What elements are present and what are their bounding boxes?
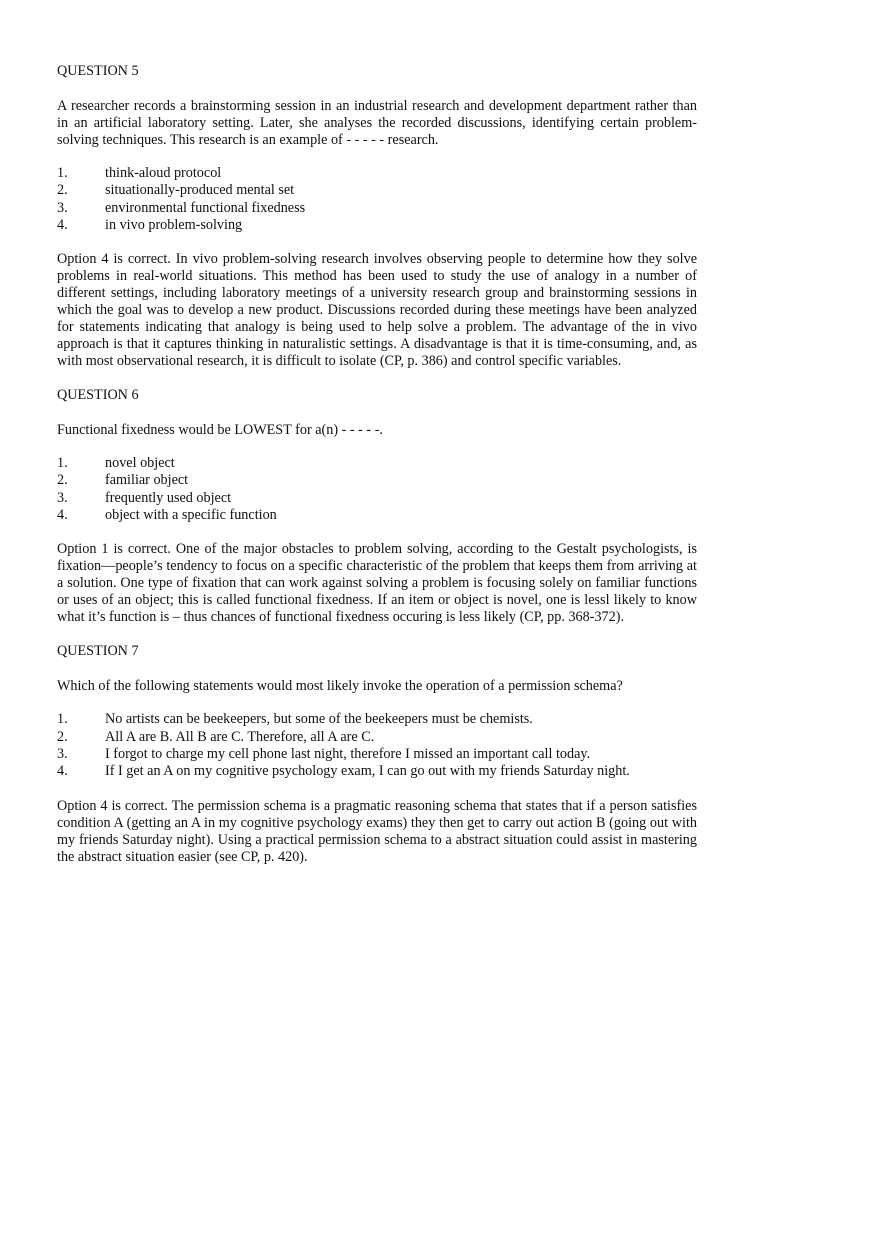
option-item — [57, 746, 697, 763]
option-number: 1. — [57, 711, 68, 728]
option-number: 3. — [57, 199, 68, 216]
option-text: familiar object — [105, 472, 189, 489]
option-text: object with a specific function — [105, 507, 277, 524]
option-item — [57, 182, 697, 199]
question-5 — [57, 63, 697, 370]
option-number: 4. — [57, 216, 68, 233]
answer-explanation: Option 4 is correct. The permission schema is a pragmatic reasoning schema that states that if a person satisfies condition A (getting an A in my cognitive psychology exams) they then get to carry out action B (going out with my friends Saturday night). Using a practical permission schema to a abstract situation could assist in mastering the abstract situation easier (see CP, p. 420). — [57, 797, 697, 865]
document-page — [57, 63, 697, 883]
option-list — [57, 711, 697, 780]
option-number: 3. — [57, 489, 68, 506]
option-text: If I get an A on my cognitive psychology exam, I can go out with my friends Saturday night. — [105, 763, 630, 780]
option-number: 2. — [57, 472, 68, 489]
option-number: 4. — [57, 507, 68, 524]
question-heading: QUESTION 6 — [57, 387, 139, 404]
option-item — [57, 763, 697, 780]
answer-explanation: Option 4 is correct. In vivo problem-solving research involves observing people to determine how they solve problems in real-world situations. This method has been used to study the use of analogy in a number of different settings, including laboratory meetings of a university research group and brainstorming sessions in which the goal was to develop a new product. Discussions recorded during these meetings have been analyzed for statements indicating that analogy is being used to help solve a problem. The advantage of the in vivo approach is that it captures thinking in naturalistic settings. A disadvantage is that it is time-consuming, and, as with most observational research, it is difficult to isolate (CP, p. 386) and control specific variables. — [57, 251, 697, 370]
option-text: novel object — [105, 455, 175, 472]
question-7 — [57, 643, 697, 865]
option-number: 1. — [57, 165, 68, 181]
question-heading: QUESTION 7 — [57, 643, 139, 660]
option-item — [57, 217, 697, 234]
option-text: I forgot to charge my cell phone last night, therefore I missed an important call today. — [105, 745, 591, 762]
option-item — [57, 200, 697, 217]
option-text: environmental functional fixedness — [105, 199, 306, 216]
option-text: think-aloud protocol — [105, 165, 222, 181]
question-6 — [57, 387, 697, 626]
option-number: 1. — [57, 455, 68, 472]
answer-explanation: Option 1 is correct. One of the major obstacles to problem solving, according to the Gestalt psychologists, is fixation—people’s tendency to focus on a specific characteristic of the problem that keeps them from arriving at a solution. One type of fixation that can work against solving a problem is focusing solely on familiar functions or uses of an object; this is called functional fixedness. If an item or object is novel, one is lessl likely to know what it’s function is – thus chances of functional fixedness occuring is less likely (CP, pp. 368-372). — [57, 541, 697, 626]
question-stem: Which of the following statements would most likely invoke the operation of a permission schema? — [57, 678, 623, 695]
question-stem: A researcher records a brainstorming session in an industrial research and development department rather than in an artificial laboratory setting. Later, she analyses the recorded discussions, identifying certain problem-solving techniques. This research is an example of - - - - - research. — [57, 98, 697, 148]
option-number: 4. — [57, 763, 68, 780]
option-text: No artists can be beekeepers, but some of the beekeepers must be chemists. — [105, 711, 533, 728]
option-number: 2. — [57, 728, 68, 745]
option-item — [57, 711, 697, 728]
option-item — [57, 490, 697, 507]
option-item — [57, 472, 697, 489]
option-list — [57, 455, 697, 524]
option-text: situationally-produced mental set — [105, 182, 295, 199]
question-stem: Functional fixedness would be LOWEST for a(n) - - - - -. — [57, 422, 383, 439]
option-item — [57, 165, 697, 182]
option-number: 3. — [57, 745, 68, 762]
question-heading: QUESTION 5 — [57, 63, 139, 79]
option-text: All A are B. All B are C. Therefore, all A are C. — [105, 728, 375, 745]
option-item — [57, 507, 697, 524]
option-number: 2. — [57, 182, 68, 199]
option-item — [57, 455, 697, 472]
option-list — [57, 165, 697, 234]
option-item — [57, 729, 697, 746]
option-text: in vivo problem-solving — [105, 216, 243, 233]
option-text: frequently used object — [105, 489, 232, 506]
